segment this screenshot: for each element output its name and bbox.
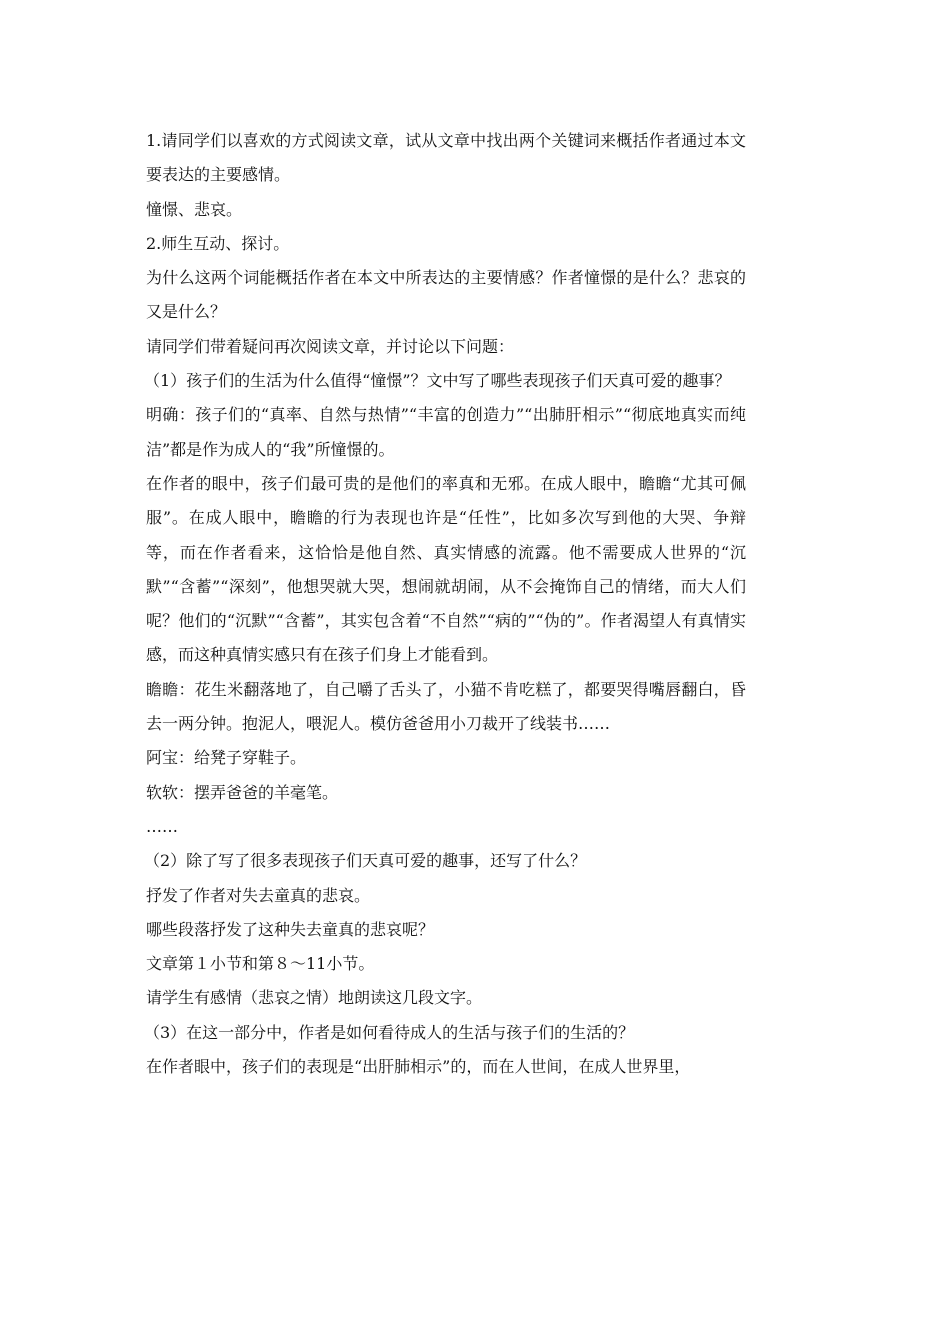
paragraph-ruanruan: 软软：摆弄爸爸的羊毫笔。 <box>146 782 339 802</box>
paragraph-answer-3: 在作者眼中，孩子们的表现是“出肝肺相示”的，而在人世间，在成人世界里， <box>146 1057 691 1077</box>
paragraph-ellipsis: …… <box>146 816 178 836</box>
paragraph-answer-keywords: 憧憬、悲哀。 <box>146 199 243 219</box>
paragraph-clarification: 明确：孩子们的“真率、自然与热情”“丰富的创造力”“出肺肝相示”“彻底地真实而纯洁”都是作为成人的“我”所憧憬的。 <box>146 405 746 459</box>
paragraph-answer-sorrow: 抒发了作者对失去童真的悲哀。 <box>146 885 371 905</box>
paragraph-read-aloud: 请学生有感情（悲哀之情）地朗读这几段文字。 <box>146 988 483 1008</box>
paragraph-zhanzhan: 瞻瞻：花生米翻落地了，自己嚼了舌头了，小猫不肯吃糕了，都要哭得嘴唇翻白，昏去一两分钟。抱泥人，喂泥人。模仿爸爸用小刀裁开了线装书…… <box>146 679 746 734</box>
paragraph-instruction: 请同学们带着疑问再次阅读文章，并讨论以下问题： <box>146 336 515 356</box>
paragraph-question: 为什么这两个词能概括作者在本文中所表达的主要情感？作者憧憬的是什么？悲哀的又是什么？ <box>146 268 746 322</box>
paragraph-analysis: 在作者的眼中，孩子们最可贵的是他们的率真和无邪。在成人眼中，瞻瞻“尤其可佩服”。在成人眼中，瞻瞻的行为表现也许是“任性”，比如多次写到他的大哭、争辩等，而在作者看来，这恰恰是他自然、真实情感的流露。他不需要成人世界的“沉默”“含蓄”“深刻”，他想哭就大哭，想闹就胡闹，从不会掩饰自己的情绪，而大人们呢？他们的“沉默”“含蓄”，其实包含着“不自然”“病的”“伪的”。作者渴望人有真情实感，而这种真情实感只有在孩子们身上才能看到。 <box>146 473 746 665</box>
paragraph-question-3: （3）在这一部分中，作者是如何看待成人的生活与孩子们的生活的？ <box>144 1022 635 1042</box>
paragraph-task-2: 2.师生互动、探讨。 <box>146 233 290 253</box>
paragraph-question-1: （1）孩子们的生活为什么值得“憧憬”？文中写了哪些表现孩子们天真可爱的趣事？ <box>144 371 731 391</box>
paragraph-sections-answer: 文章第１小节和第８～11小节。 <box>146 954 375 974</box>
document-body <box>146 124 746 1084</box>
paragraph-question-2: （2）除了写了很多表现孩子们天真可爱的趣事，还写了什么？ <box>144 851 587 871</box>
paragraph-task-1: 1.请同学们以喜欢的方式阅读文章，试从文章中找出两个关键词来概括作者通过本文要表达的主要感情。 <box>146 131 746 185</box>
paragraph-abao: 阿宝：给凳子穿鞋子。 <box>146 748 307 768</box>
paragraph-which-sections: 哪些段落抒发了这种失去童真的悲哀呢？ <box>146 919 435 939</box>
